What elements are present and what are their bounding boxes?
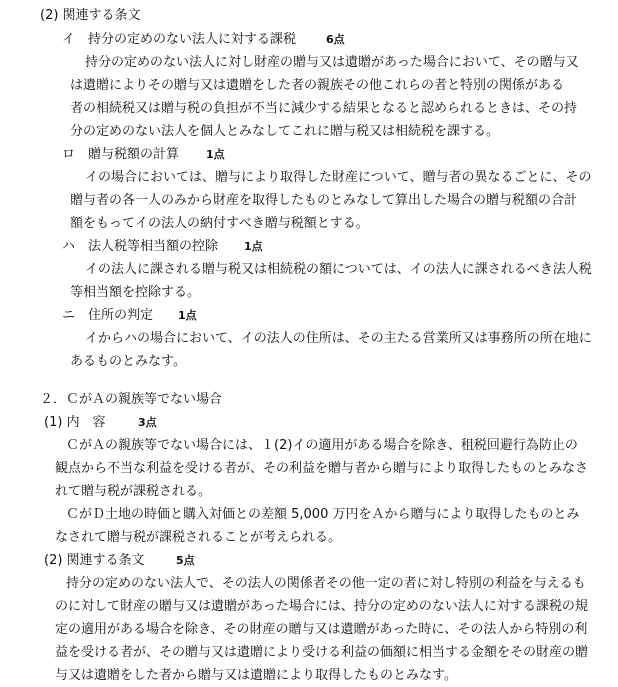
subsection-title: ハ 法人税等相当額の控除 — [62, 239, 219, 254]
paragraph-line: ＣがＤ土地の時価と購入対価との差額 5,000 万円をＡから贈与により取得したものとみ — [66, 507, 580, 522]
paragraph-line: 分の定めのない法人を個人とみなしてこれに贈与税又は相続税を課する。 — [70, 124, 500, 139]
points-label: 1点 — [178, 309, 197, 322]
paragraph-line: あるものとみなす。 — [70, 354, 186, 369]
points-label: 3点 — [138, 416, 157, 429]
paragraph-line: は遺贈によりその贈与又は遺贈をした者の親族その他これらの者と特別の関係がある — [70, 78, 565, 93]
points-label: 1点 — [206, 148, 225, 161]
paragraph-line: 益を受ける者が、その贈与又は遺贈により受ける利益の価額に相当する金額をその財産の贈 — [55, 645, 589, 660]
paragraph-line: なされて贈与税が課税されることが考えられる。 — [55, 530, 342, 545]
paragraph-line: れて贈与税が課税される。 — [55, 484, 212, 499]
paragraph-line: 観点から不当な利益を受ける者が、その利益を贈与者から贈与により取得したものとみなさ — [55, 461, 589, 476]
paragraph-line: のに対して財産の贈与又は遺贈があった場合には、持分の定めのない法人に対する課税の規 — [55, 599, 588, 614]
points-label: 1点 — [244, 240, 263, 253]
paragraph-line: イの法人に課される贈与税又は相続税の額については、イの法人に課されるべき法人税 — [85, 262, 592, 277]
paragraph-line: イの場合においては、贈与により取得した財産について、贈与者の異なるごとに、その — [85, 170, 592, 185]
paragraph-line: 定の適用がある場合を除き、その財産の贈与又は遺贈があった時に、その法人から特別の利 — [55, 622, 588, 637]
paragraph-line: 持分の定めのない法人で、その法人の関係者その他一定の者に対し特別の利益を与えるも — [66, 576, 586, 591]
points-label: 6点 — [326, 33, 345, 46]
points-label: 5点 — [176, 554, 195, 567]
subsection-title: イ 持分の定めのない法人に対する課税 — [62, 32, 297, 47]
paragraph-line: 額をもってイの法人の納付すべき贈与税額とする。 — [70, 216, 369, 231]
subsection-title: ニ 住所の判定 — [62, 308, 154, 323]
paragraph-line: イからハの場合において、イの法人の住所は、その主たる営業所又は事務所の所在地に — [85, 331, 592, 346]
paragraph-line: 持分の定めのない法人に対し財産の贈与又は遺贈があった場合において、その贈与又 — [85, 55, 579, 70]
paragraph-line: 与又は遺贈をした者から贈与又は遺贈により取得したものとみなす。 — [55, 668, 457, 683]
subsection-title: ロ 贈与税額の計算 — [62, 147, 180, 162]
paragraph-line: ＣがＡの親族等でない場合には、１(2)イの適用がある場合を除き、租税回避行為防止の — [66, 438, 578, 453]
section-heading: (2) 関連する条文 — [40, 8, 141, 23]
paragraph-line: 贈与者の各一人のみから財産を取得したものとみなして算出した場合の贈与税額の合計 — [70, 193, 578, 208]
subsection-title: (2) 関連する条文 — [44, 553, 145, 568]
section-heading: ２．ＣがＡの親族等でない場合 — [40, 392, 223, 407]
subsection-title: (1) 内 容 — [44, 415, 106, 430]
paragraph-line: 等相当額を控除する。 — [70, 285, 201, 300]
paragraph-line: 者の相続税又は贈与税の負担が不当に減少する結果となると認められるときは、その持 — [70, 101, 578, 116]
